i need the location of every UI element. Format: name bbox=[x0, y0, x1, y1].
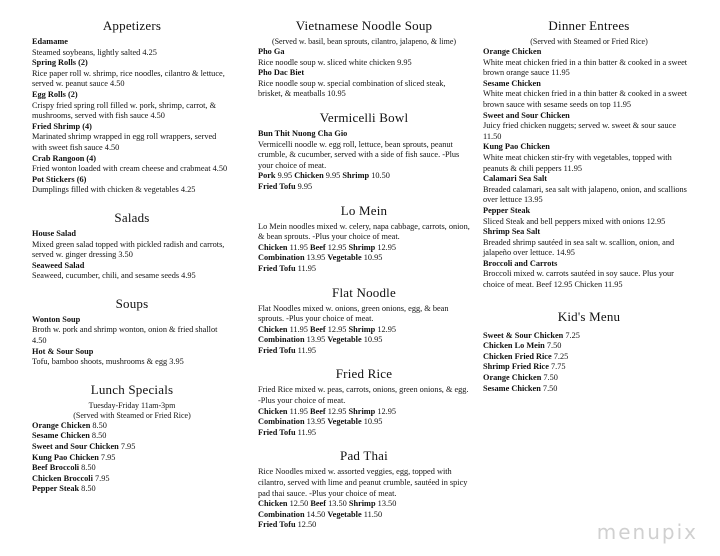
padthai-prices-1 bbox=[258, 499, 470, 510]
menu-item-desc: Broth w. pork and shrimp wonton, onion & fried shallot 4.50 bbox=[32, 325, 218, 346]
price-label: Vegetable bbox=[327, 253, 362, 263]
price-label: Combination bbox=[258, 417, 305, 427]
lomein-prices-2 bbox=[258, 253, 470, 264]
flatnoodle-prices-3 bbox=[258, 346, 470, 357]
price-value: 12.95 bbox=[375, 324, 397, 334]
menu-item-name: Sweet and Sour Chicken bbox=[483, 110, 570, 120]
price-value: 11.95 bbox=[295, 345, 317, 355]
price-value: 12.95 bbox=[325, 324, 349, 334]
menu-item-name: Edamame bbox=[32, 37, 68, 46]
menu-item-name: Pepper Steak bbox=[483, 205, 531, 215]
kids-title: Kid's Menu bbox=[557, 308, 621, 324]
price-label: Combination bbox=[258, 253, 305, 263]
price-value: 9.95 bbox=[295, 181, 313, 191]
price-value: 13.50 bbox=[375, 499, 397, 509]
menu-item-price: 7.25 bbox=[551, 351, 569, 361]
price-value: 9.95 bbox=[323, 171, 343, 181]
padthai-prices-2 bbox=[258, 510, 470, 521]
appetizers-section bbox=[32, 18, 232, 196]
menu-item-desc: Rice noodle soup w. sliced white chicken 9.95 bbox=[258, 57, 412, 67]
salads-list bbox=[32, 229, 232, 282]
menu-item-price: 8.50 bbox=[79, 484, 96, 494]
menu-item-desc: White meat chicken stir-fry with vegetables, topped with peanuts & chili peppers 11.95 bbox=[483, 152, 672, 173]
price-label: Combination bbox=[258, 509, 305, 519]
dinner-title: Dinner Entrees bbox=[548, 18, 630, 33]
soups-section bbox=[32, 296, 232, 368]
menu-item-name: Sesame Chicken bbox=[483, 78, 541, 88]
price-value: 12.50 bbox=[287, 499, 311, 509]
column-middle bbox=[258, 18, 470, 539]
vietnamese-section bbox=[258, 18, 470, 100]
price-label: Shrimp bbox=[348, 406, 376, 416]
menu-item-price: 7.50 bbox=[540, 383, 558, 393]
menu-item-name: Calamari Sea Salt bbox=[483, 174, 548, 184]
price-value: 10.95 bbox=[361, 335, 383, 345]
lunch-list bbox=[32, 421, 232, 495]
price-label: Shrimp bbox=[348, 242, 376, 252]
menu-item-name: Sesame Chicken bbox=[32, 431, 90, 441]
menu-item bbox=[483, 352, 695, 363]
menu-item bbox=[483, 362, 695, 373]
price-value: 11.95 bbox=[287, 242, 311, 252]
flatnoodle-prices-2 bbox=[258, 335, 470, 346]
price-label: Chicken bbox=[258, 242, 288, 252]
menu-item-name: Pot Stickers (6) bbox=[32, 174, 87, 184]
price-label: Shrimp bbox=[348, 324, 376, 334]
price-value: 12.95 bbox=[375, 406, 397, 416]
menu-item-name: Kung Pao Chicken bbox=[32, 452, 99, 462]
soups-list bbox=[32, 315, 232, 368]
friedrice-title: Fried Rice bbox=[335, 366, 393, 382]
vermicelli-desc: Vermicelli noodle w. egg roll, lettuce, bean sprouts, peanut crumble, & cucumber, served with a side of fish sauce. -Plus your choice of meat. bbox=[258, 139, 460, 170]
lomein-desc: Lo Mein noodles mixed w. celery, napa cabbage, carrots, onion, & bean sprouts. -Plus your choice of meat. bbox=[258, 221, 470, 242]
menu-item-desc: Fried wonton loaded with cream cheese and crabmeat 4.50 bbox=[32, 164, 228, 174]
padthai-desc: Rice Noodles mixed w. assorted veggies, egg, topped with cilantro, served with lime and peanut crumble, sautéed in spicy pad thai sauce. -Plus your choice of meat. bbox=[258, 467, 468, 498]
menu-item-name: Pho Ga bbox=[258, 47, 285, 56]
menu-item-desc: Mixed green salad topped with pickled radish and carrots, served w. ginger dressing 3.50 bbox=[32, 239, 225, 260]
menu-item-price: 7.25 bbox=[563, 330, 580, 340]
vietnamese-list bbox=[258, 47, 470, 100]
appetizers-list bbox=[32, 37, 232, 196]
vermicelli-prices-1 bbox=[258, 171, 470, 182]
menu-item-name: Wonton Soup bbox=[32, 314, 81, 324]
menu-item-name: Orange Chicken bbox=[483, 373, 542, 383]
menu-item-price: 7.95 bbox=[98, 452, 116, 462]
menu-item-desc: Breaded calamari, sea salt with jalapeno, onion, and scallions over lettuce 13.95 bbox=[483, 184, 687, 205]
menu-item-name: Chicken Lo Mein bbox=[483, 341, 545, 351]
menu-item-desc: Marinated shrimp wrapped in egg roll wrappers, served with sweet fish sauce 4.50 bbox=[32, 132, 217, 152]
price-value: 13.50 bbox=[326, 499, 349, 509]
menu-item bbox=[32, 421, 232, 432]
menu-item-desc: White meat chicken fried in a thin batter & cooked in a sweet brown sauce with sesame seeds on top 11.95 bbox=[483, 89, 688, 109]
menu-item-desc: Broccoli mixed w. carrots sautéed in soy sauce. Plus your choice of meat. Beef 12.95 Chicken 11.95 bbox=[483, 269, 674, 290]
padthai-section bbox=[258, 448, 470, 531]
menu-item-name: Kung Pao Chicken bbox=[483, 142, 550, 152]
price-label: Fried Tofu bbox=[258, 427, 296, 437]
price-value: 12.95 bbox=[325, 406, 349, 416]
menu-item-name: Orange Chicken bbox=[483, 47, 542, 56]
lomein-prices-3 bbox=[258, 264, 470, 275]
menu-item bbox=[32, 453, 232, 464]
vermicelli-section bbox=[258, 110, 470, 193]
menu-item-desc: Crispy fried spring roll filled w. pork, shrimp, carrot, & mushrooms, served with fish sauce 4.50 bbox=[32, 100, 217, 121]
column-left bbox=[32, 18, 232, 503]
lunch-title: Lunch Specials bbox=[90, 381, 174, 397]
price-label: Vegetable bbox=[327, 417, 362, 427]
price-label: Chicken bbox=[258, 406, 288, 416]
menupix-watermark: menupix bbox=[596, 520, 698, 544]
price-label: Combination bbox=[258, 335, 305, 345]
menu-item-desc: Rice paper roll w. shrimp, rice noodles, cilantro & lettuce, served w. peanut sauce 4.50 bbox=[32, 68, 225, 89]
lunch-note: (Served with Steamed or Fried Rice) bbox=[73, 410, 191, 420]
price-label: Beef bbox=[310, 406, 326, 416]
friedrice-prices-1 bbox=[258, 407, 470, 418]
menu-item-name: Pho Dac Biet bbox=[258, 68, 305, 78]
menu-item-name: Sesame Chicken bbox=[483, 383, 541, 393]
menu-item-price: 7.75 bbox=[548, 362, 566, 372]
menu-item bbox=[483, 384, 695, 395]
price-label: Shrimp bbox=[342, 171, 370, 181]
menu-item bbox=[483, 331, 695, 342]
friedrice-desc: Fried Rice mixed w. peas, carrots, onions, green onions, & egg. -Plus your choice of meat. bbox=[258, 385, 469, 406]
menu-item-price: 7.50 bbox=[541, 373, 558, 383]
price-label: Chicken bbox=[294, 171, 324, 181]
price-value: 13.95 bbox=[304, 417, 328, 427]
menu-item-name: Spring Rolls (2) bbox=[32, 58, 88, 68]
menu-item-name: Crab Rangoon (4) bbox=[32, 153, 97, 163]
price-label: Fried Tofu bbox=[258, 181, 296, 191]
menu-item-price: 8.50 bbox=[79, 463, 96, 473]
vietnamese-title: Vietnamese Noodle Soup bbox=[295, 18, 433, 33]
price-value: 12.95 bbox=[375, 242, 397, 252]
menu-item-price: 8.50 bbox=[90, 420, 107, 430]
menu-item bbox=[483, 373, 695, 384]
price-value: 13.95 bbox=[304, 253, 328, 263]
menu-item-name: Pepper Steak bbox=[32, 484, 80, 494]
flatnoodle-title: Flat Noodle bbox=[332, 284, 396, 300]
price-value: 12.50 bbox=[295, 520, 317, 530]
lomein-section bbox=[258, 203, 470, 275]
menu-item-desc: Tofu, bamboo shoots, mushrooms & egg 3.95 bbox=[32, 357, 184, 367]
price-value: 13.95 bbox=[304, 335, 328, 345]
menu-item-desc: Seaweed, cucumber, chili, and sesame seeds 4.95 bbox=[32, 271, 196, 281]
price-label: Shrimp bbox=[348, 499, 376, 509]
price-label: Chicken bbox=[258, 324, 288, 334]
menu-item bbox=[32, 442, 232, 453]
menu-item-desc: Breaded shrimp sautéed in sea salt w. scallion, onion, and jalapeño over lettuce. 14.95 bbox=[483, 237, 675, 258]
friedrice-prices-2 bbox=[258, 417, 470, 428]
menu-item-desc: Juicy fried chicken nuggets; served w. sweet & sour sauce 11.50 bbox=[483, 121, 676, 141]
menu-item-desc: Rice noodle soup w. special combination of sliced steak, brisket, & meatballs 10.95 bbox=[258, 78, 446, 99]
lomein-title: Lo Mein bbox=[340, 202, 388, 218]
price-label: Beef bbox=[310, 242, 326, 252]
padthai-title: Pad Thai bbox=[340, 448, 388, 464]
price-value: 9.95 bbox=[275, 171, 295, 181]
lunch-hours: Tuesday-Friday 11am-3pm bbox=[88, 400, 176, 410]
flatnoodle-prices-1 bbox=[258, 325, 470, 336]
menu-item-price: 8.50 bbox=[89, 431, 107, 441]
menu-item-name: Chicken Fried Rice bbox=[483, 351, 552, 361]
menu-item-name: Sweet & Sour Chicken bbox=[483, 330, 564, 340]
price-value: 10.95 bbox=[361, 253, 383, 263]
menu-item bbox=[32, 463, 232, 474]
column-right bbox=[483, 18, 695, 402]
menu-item bbox=[32, 474, 232, 485]
price-label: Fried Tofu bbox=[258, 263, 296, 273]
menu-item-desc: Dumplings filled with chicken & vegetables 4.25 bbox=[32, 185, 196, 195]
price-label: Pork bbox=[258, 171, 276, 181]
price-value: 11.95 bbox=[295, 427, 317, 437]
price-value: 11.50 bbox=[361, 509, 383, 519]
menu-item-desc: Steamed soybeans, lightly salted 4.25 bbox=[32, 47, 157, 57]
price-label: Beef bbox=[310, 324, 326, 334]
friedrice-prices-3 bbox=[258, 428, 470, 439]
price-value: 14.50 bbox=[304, 509, 328, 519]
price-value: 12.95 bbox=[325, 242, 349, 252]
menu-item-name: Chicken Broccoli bbox=[32, 473, 93, 483]
menu-item bbox=[32, 484, 232, 495]
menu-item bbox=[483, 341, 695, 352]
menu-item-price: 7.95 bbox=[118, 442, 136, 452]
menu-item-name: Beef Broccoli bbox=[32, 463, 80, 473]
lomein-prices-1 bbox=[258, 243, 470, 254]
menu-item-name: Seaweed Salad bbox=[32, 260, 85, 270]
appetizers-title: Appetizers bbox=[102, 18, 162, 33]
vermicelli-dish-name: Bun Thit Nuong Cha Gio bbox=[258, 128, 348, 138]
friedrice-section bbox=[258, 366, 470, 438]
price-label: Vegetable bbox=[327, 335, 362, 345]
salads-section bbox=[32, 210, 232, 282]
menu-item-desc: White meat chicken fried in a thin batter & cooked in a sweet brown orange sauce 11.95 bbox=[483, 57, 688, 78]
dinner-section bbox=[483, 18, 695, 291]
kids-list bbox=[483, 331, 695, 395]
price-label: Fried Tofu bbox=[258, 520, 296, 530]
menu-item-name: Shrimp Fried Rice bbox=[483, 362, 549, 372]
menu-item-name: Hot & Sour Soup bbox=[32, 346, 94, 356]
price-label: Vegetable bbox=[327, 509, 362, 519]
menu-item bbox=[32, 431, 232, 442]
price-value: 11.95 bbox=[295, 263, 317, 273]
menu-item-price: 7.95 bbox=[92, 473, 110, 483]
price-value: 10.50 bbox=[369, 171, 390, 181]
dinner-list bbox=[483, 47, 695, 291]
menu-item-name: Fried Shrimp (4) bbox=[32, 121, 92, 131]
flatnoodle-desc: Flat Noodles mixed w. onions, green onions, egg, & bean sprouts. -Plus your choice of meat. bbox=[258, 303, 449, 324]
vermicelli-title: Vermicelli Bowl bbox=[319, 109, 409, 125]
flatnoodle-section bbox=[258, 285, 470, 357]
menu-item-name: Sweet and Sour Chicken bbox=[32, 442, 119, 452]
dinner-note: (Served with Steamed or Fried Rice) bbox=[530, 37, 648, 46]
menu-item-name: Shrimp Sea Salt bbox=[483, 227, 541, 237]
menu-item-name: House Salad bbox=[32, 228, 77, 238]
price-label: Fried Tofu bbox=[258, 345, 296, 355]
salads-title: Salads bbox=[114, 209, 150, 225]
soups-title: Soups bbox=[115, 295, 149, 311]
kids-section bbox=[483, 309, 695, 395]
price-label: Chicken bbox=[258, 499, 288, 509]
lunch-section bbox=[32, 382, 232, 495]
price-value: 10.95 bbox=[361, 417, 383, 427]
vermicelli-prices-2 bbox=[258, 182, 470, 193]
menu-item-name: Egg Rolls (2) bbox=[32, 89, 78, 99]
menu-item-price: 7.50 bbox=[544, 341, 562, 351]
menu-item-name: Orange Chicken bbox=[32, 420, 91, 430]
price-label: Beef bbox=[310, 499, 327, 509]
price-value: 11.95 bbox=[287, 324, 311, 334]
vietnamese-note: (Served w. basil, bean sprouts, cilantro, jalapeno, & lime) bbox=[271, 37, 457, 46]
menu-item-desc: Sliced Steak and bell peppers mixed with onions 12.95 bbox=[483, 216, 666, 226]
padthai-prices-3 bbox=[258, 520, 470, 531]
price-value: 11.95 bbox=[287, 406, 311, 416]
menu-item-name: Broccoli and Carrots bbox=[483, 258, 558, 268]
